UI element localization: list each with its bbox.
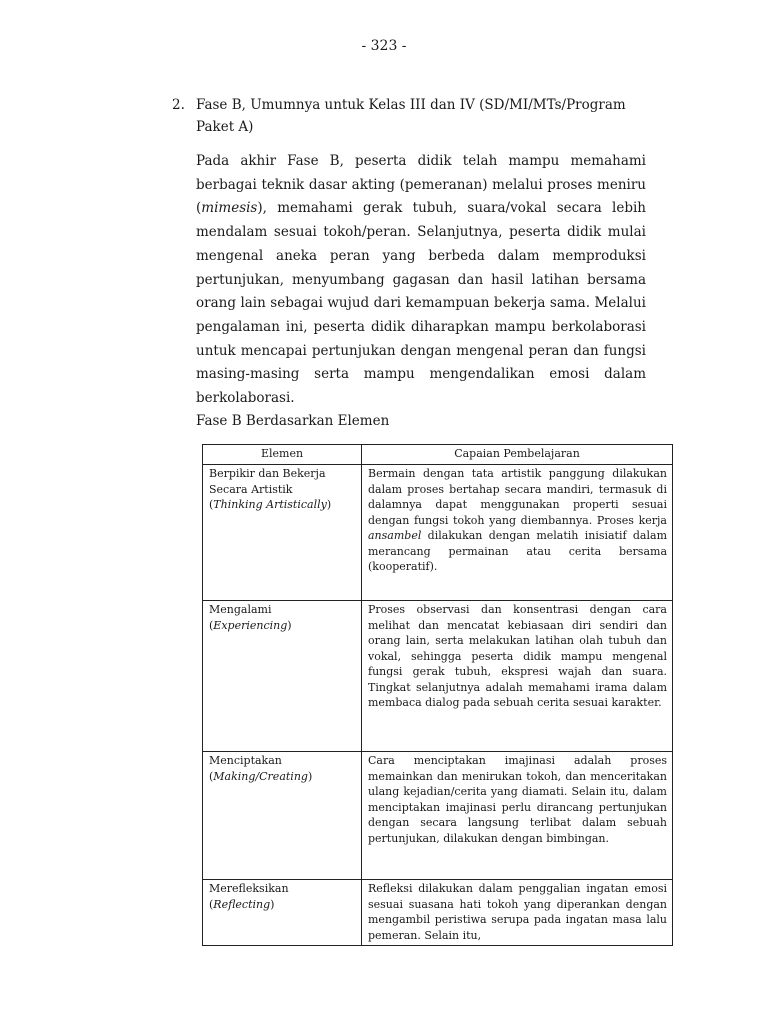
element-cell xyxy=(203,601,362,752)
element-cell xyxy=(203,465,362,601)
element-english-name: (Thinking Artistically) xyxy=(209,498,332,511)
element-english-term: Making/Creating xyxy=(213,769,308,783)
section-number: 2. xyxy=(172,97,185,113)
element-name-line1: Mengalami xyxy=(209,603,272,616)
table-caption: Fase B Berdasarkan Elemen xyxy=(196,413,390,429)
table-row xyxy=(203,752,673,880)
element-english-name: (Experiencing) xyxy=(209,618,292,632)
outcome-italic-term: ansambel xyxy=(368,529,422,542)
page-number: - 323 - xyxy=(361,38,407,54)
outcome-cell: Refleksi dilakukan dalam penggalian ingatan emosi sesuai suasana hati tokoh yang diperankan dengan mengambil peristiwa serupa pada ingatan masa lalu pemeran. Selain itu, xyxy=(362,880,673,946)
element-cell xyxy=(203,752,362,880)
table-header-row xyxy=(203,445,673,465)
element-english-term: Reflecting xyxy=(213,897,271,911)
outcome-cell: Proses observasi dan konsentrasi dengan cara melihat dan mencatat kebiasaan diri sendiri dan orang lain, serta melakukan latihan olah tubuh dan vokal, sehingga peserta didik mampu mengenal fungsi gerak tubuh, ekspresi wajah dan suara. Tingkat selanjutnya adalah memahami irama dalam membaca dialog pada sebuah cerita sesuai karakter. xyxy=(362,601,673,752)
table-row xyxy=(203,601,673,752)
table-row xyxy=(203,880,673,946)
section-heading xyxy=(172,94,652,138)
elements-table xyxy=(202,444,673,946)
outcome-text-2: dilakukan dengan melatih inisiatif dalam merancang permainan atau cerita bersama (kooperatif). xyxy=(368,529,667,573)
element-english-name: (Reflecting) xyxy=(209,897,275,911)
element-english-name: (Making/Creating) xyxy=(209,769,313,783)
body-paragraph xyxy=(196,150,646,411)
header-elemen: Elemen xyxy=(203,445,362,465)
element-english-term: Experiencing xyxy=(213,618,288,632)
section-title: Fase B, Umumnya untuk Kelas III dan IV (SD/MI/MTs/Program Paket A) xyxy=(196,97,626,135)
element-cell xyxy=(203,880,362,946)
element-name-line1: Berpikir dan Bekerja xyxy=(209,467,326,480)
outcome-cell xyxy=(362,465,673,601)
paragraph-text-2: ), memahami gerak tubuh, suara/vokal secara lebih mendalam sesuai tokoh/peran. Selanjutnya, peserta didik mulai mengenal aneka peran yang berbeda dalam memproduksi pertunjukan, menyumbang gagasan dan hasil latihan bersama orang lain sebagai wujud dari kemampuan bekerja sama. Melalui pengalaman ini, peserta didik diharapkan mampu berkolaborasi untuk mencapai pertunjukan dengan mengenal peran dan fungsi masing-masing serta mampu mengendalikan emosi dalam berkolaborasi. xyxy=(196,200,646,407)
outcome-cell: Cara menciptakan imajinasi adalah proses memainkan dan menirukan tokoh, dan menceritakan ulang kejadian/cerita yang diamati. Selain itu, dalam menciptakan imajinasi perlu dirancang pertunjukan dengan secara langsung terlibat dalam sebuah pertunjukan, dilakukan dengan bimbingan. xyxy=(362,752,673,880)
outcome-text-1: Bermain dengan tata artistik panggung dilakukan dalam proses bertahap secara mandiri, termasuk di dalamnya dapat menggunakan properti sesuai dengan fungsi tokoh yang diembannya. Proses kerja xyxy=(368,467,667,527)
paragraph-italic-term: mimesis xyxy=(201,200,258,217)
paragraph-text-1: Pada akhir Fase B, peserta didik telah mampu memahami berbagai teknik dasar akting (pemeranan) melalui proses meniru ( xyxy=(196,153,646,217)
element-english-term: Thinking Artistically xyxy=(213,498,327,511)
element-name-line1: Menciptakan xyxy=(209,754,282,767)
header-capaian: Capaian Pembelajaran xyxy=(362,445,673,465)
table-row xyxy=(203,465,673,601)
element-name-line1: Merefleksikan xyxy=(209,882,289,895)
element-name-line2: Secara Artistik xyxy=(209,482,293,496)
